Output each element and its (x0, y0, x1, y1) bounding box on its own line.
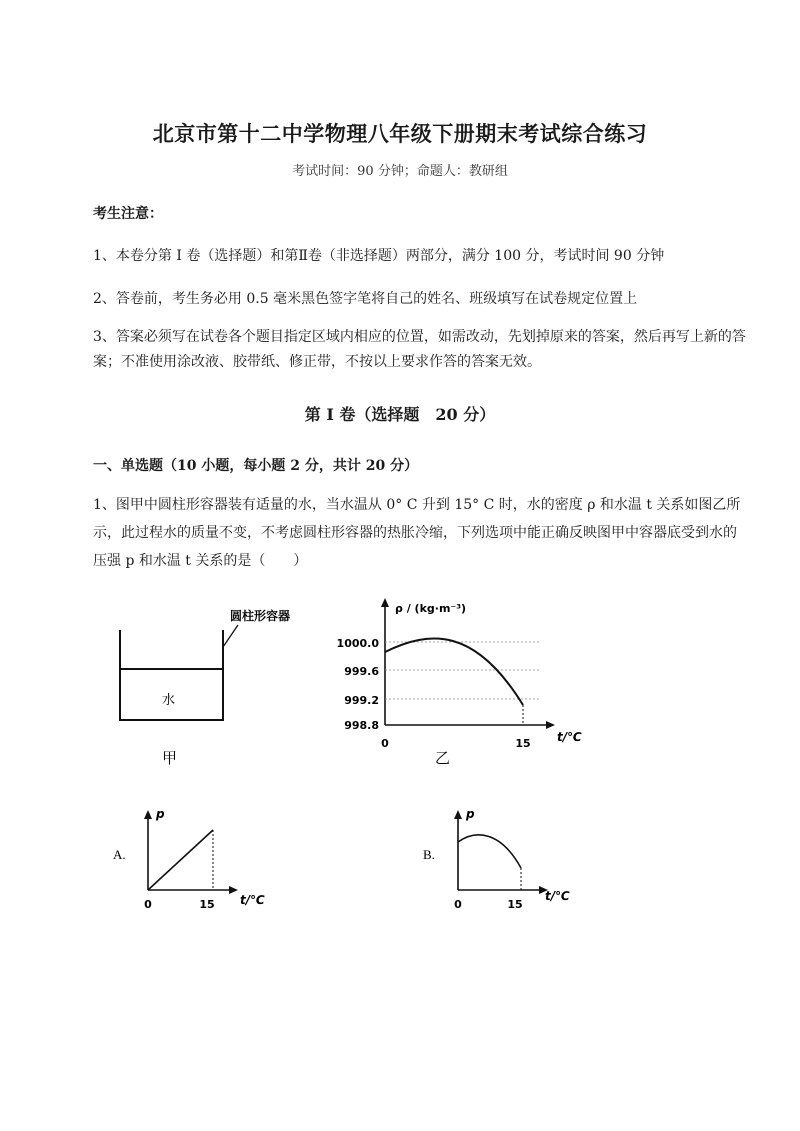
label-leader-line (223, 625, 238, 647)
y-axis-label: p (466, 807, 475, 821)
density-curve (385, 639, 523, 705)
figure-jia-caption: 甲 (162, 749, 178, 767)
x-tick-label: 15 (199, 898, 215, 911)
notice-item-3: 3、答案必须写在试卷各个题目指定区域内相应的位置，如需改动，先划掉原来的答案，然后再写上新的答案；不准使用涂改液、胶带纸、修正带，不按以上要求作答的答案无效。 (93, 329, 746, 370)
figure-yi-caption: 乙 (435, 749, 451, 767)
y-axis-label: ρ / (kg·m⁻³) (395, 602, 467, 615)
y-axis-arrow (454, 810, 462, 819)
question-1-text: 1、图甲中圆柱形容器装有适量的水，当水温从 0° C 升到 15° C 时，水的密度 ρ 和水温 t 关系如图乙所示，此过程水的质量不变，不考虑圆柱形容器的热胀冷缩，下列选项中能正确反映图甲中容器底受到水的压强 p 和水温 t 关系的是（ ） (93, 497, 741, 569)
notice-item-1: 1、本卷分第 I 卷（选择题）和第Ⅱ卷（非选择题）两部分，满分 100 分，考试时间 90 分钟 (93, 248, 665, 264)
y-axis-label: p (156, 807, 165, 821)
notice-item-2: 2、答卷前，考生务必用 0.5 毫米黑色签字笔将自己的姓名、班级填写在试卷规定位置上 (93, 291, 638, 307)
x-axis-label: t/℃ (545, 889, 570, 903)
x-axis-label: t/℃ (240, 893, 265, 907)
water-label: 水 (162, 693, 176, 708)
x-tick-label: 15 (507, 898, 523, 911)
figure-jia (110, 600, 320, 780)
x-tick-label: 0 (381, 737, 389, 750)
x-tick-label: 15 (515, 737, 531, 750)
exam-info: 考试时间：90 分钟；命题人：教研组 (292, 164, 508, 179)
option-a[interactable] (105, 800, 295, 915)
option-b-label: B. (423, 847, 435, 862)
x-axis-arrow (229, 886, 238, 894)
page-title: 北京市第十二中学物理八年级下册期末考试综合练习 (152, 121, 648, 146)
pressure-curve (458, 835, 521, 868)
x-axis-arrow (546, 721, 555, 729)
y-axis-arrow (144, 810, 152, 819)
y-tick-label: 999.2 (344, 694, 379, 707)
x-tick-label: 0 (144, 898, 152, 911)
figure-yi-chart (335, 595, 585, 770)
part-heading: 一、单选题（10 小题，每小题 2 分，共计 20 分） (93, 458, 419, 474)
y-tick-label: 998.8 (344, 719, 379, 732)
x-axis-label: t/℃ (557, 730, 582, 744)
container-label: 圆柱形容器 (230, 609, 291, 623)
notice-heading: 考生注意： (93, 206, 163, 222)
x-tick-label: 0 (454, 898, 462, 911)
option-a-label: A. (113, 847, 126, 862)
y-axis-arrow (381, 598, 389, 607)
y-tick-label: 999.6 (344, 665, 379, 678)
option-b[interactable] (415, 800, 605, 915)
section-title: 第 I 卷（选择题 20 分） (304, 405, 496, 424)
pressure-line (148, 830, 213, 890)
y-tick-label: 1000.0 (336, 637, 379, 650)
